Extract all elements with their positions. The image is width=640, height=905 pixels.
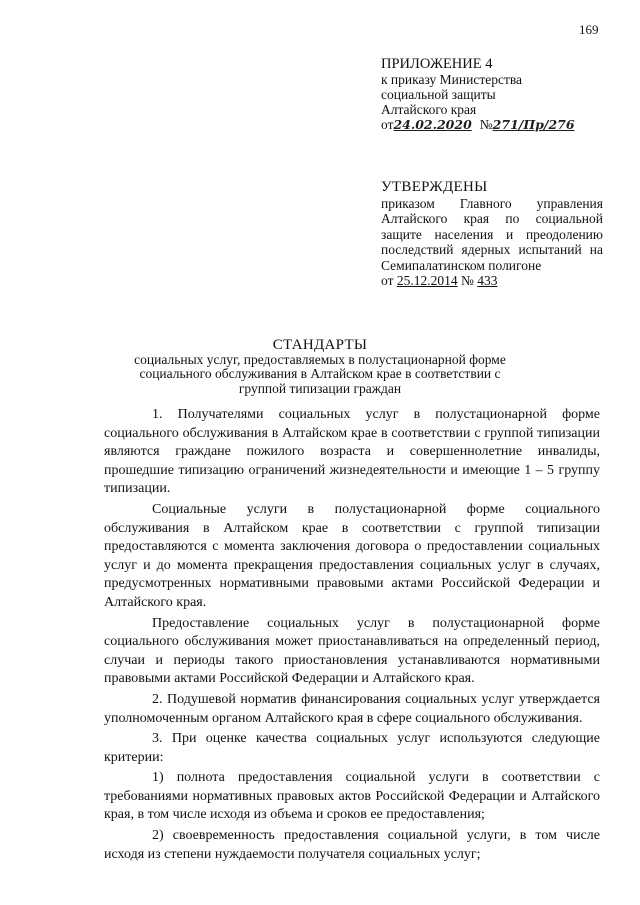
- paragraph: Социальные услуги в полустационарной форме социального обслуживания в Алтайском крае в соответствии с группой типизации предоставляются с момента заключения договора о предоставлении социальных услуг и до момента прекращения предоставления социальных услуг в случаях, предусмотренных нормативными правовыми актами Российской Федерации и Алтайского края.: [104, 501, 600, 610]
- approved-date-line: [381, 273, 603, 289]
- paragraph: 1) полнота предоставления социальной услуги в соответствии с требованиями нормативных правовых актов Российской Федерации и Алтайского края, в том числе исходя из объема и сроков ее предоставления;: [104, 770, 600, 823]
- appendix-block: [381, 57, 621, 132]
- date-prefix: от: [381, 117, 394, 132]
- approved-block: [381, 180, 603, 289]
- document-subtitle-line: группой типизации граждан: [238, 380, 402, 396]
- handwritten-date: 24.02.2020: [393, 117, 472, 132]
- approved-number: 433: [477, 273, 498, 288]
- approved-text: приказом Главного управления Алтайского края по социальной защите населения и преодолению последствий ядерных испытаний на Семипалатинском полигоне: [381, 195, 603, 273]
- paragraph: 3. При оценке качества социальных услуг используются следующие критерии:: [104, 731, 600, 765]
- handwritten-number: 271/Пр/276: [492, 117, 575, 132]
- date-prefix: от: [381, 273, 394, 288]
- document-title: СТАНДАРТЫ: [272, 337, 368, 353]
- appendix-date-line: [381, 117, 621, 132]
- number-prefix: №: [460, 273, 474, 288]
- paragraph: 2. Подушевой норматив финансирования социальных услуг утверждается уполномоченным органом Алтайского края в сфере социального обслуживания.: [104, 691, 600, 726]
- appendix-line: социальной защиты: [381, 87, 496, 102]
- appendix-line: к приказу Министерства: [381, 72, 523, 87]
- paragraph: 1. Получателями социальных услуг в полустационарной форме социального обслуживания в Алтайском крае в соответствии с группой типизации являются граждане пожилого возраста и совершеннолетние инвалиды, прошедшие типизацию ограничений жизнедеятельности и имеющие 1 – 5 группу типизации.: [104, 407, 600, 497]
- document-subtitle-line: социального обслуживания в Алтайском крае в соответствии с: [139, 366, 501, 381]
- appendix-title: ПРИЛОЖЕНИЕ 4: [381, 56, 493, 72]
- paragraph: 2) своевременность предоставления социальной услуги, в том числе исходя из степени нуждаемости получателя социальных услуг;: [104, 828, 600, 862]
- page-number: 169: [579, 22, 599, 37]
- number-prefix: №: [479, 117, 493, 132]
- paragraph: Предоставление социальных услуг в полустационарной форме социального обслуживания может приостанавливаться на определенный период, случаи и периоды такого приостановления устанавливаются нормативными правовыми актами Российской Федерации и Алтайского края.: [104, 615, 600, 687]
- document-body: [104, 406, 600, 866]
- document-subtitle-line: социальных услуг, предоставляемых в полустационарной форме: [134, 351, 506, 367]
- document-heading: [100, 338, 540, 396]
- appendix-line: Алтайского края: [381, 102, 477, 117]
- approved-title: УТВЕРЖДЕНЫ: [381, 179, 488, 195]
- approved-date: 25.12.2014: [396, 273, 458, 288]
